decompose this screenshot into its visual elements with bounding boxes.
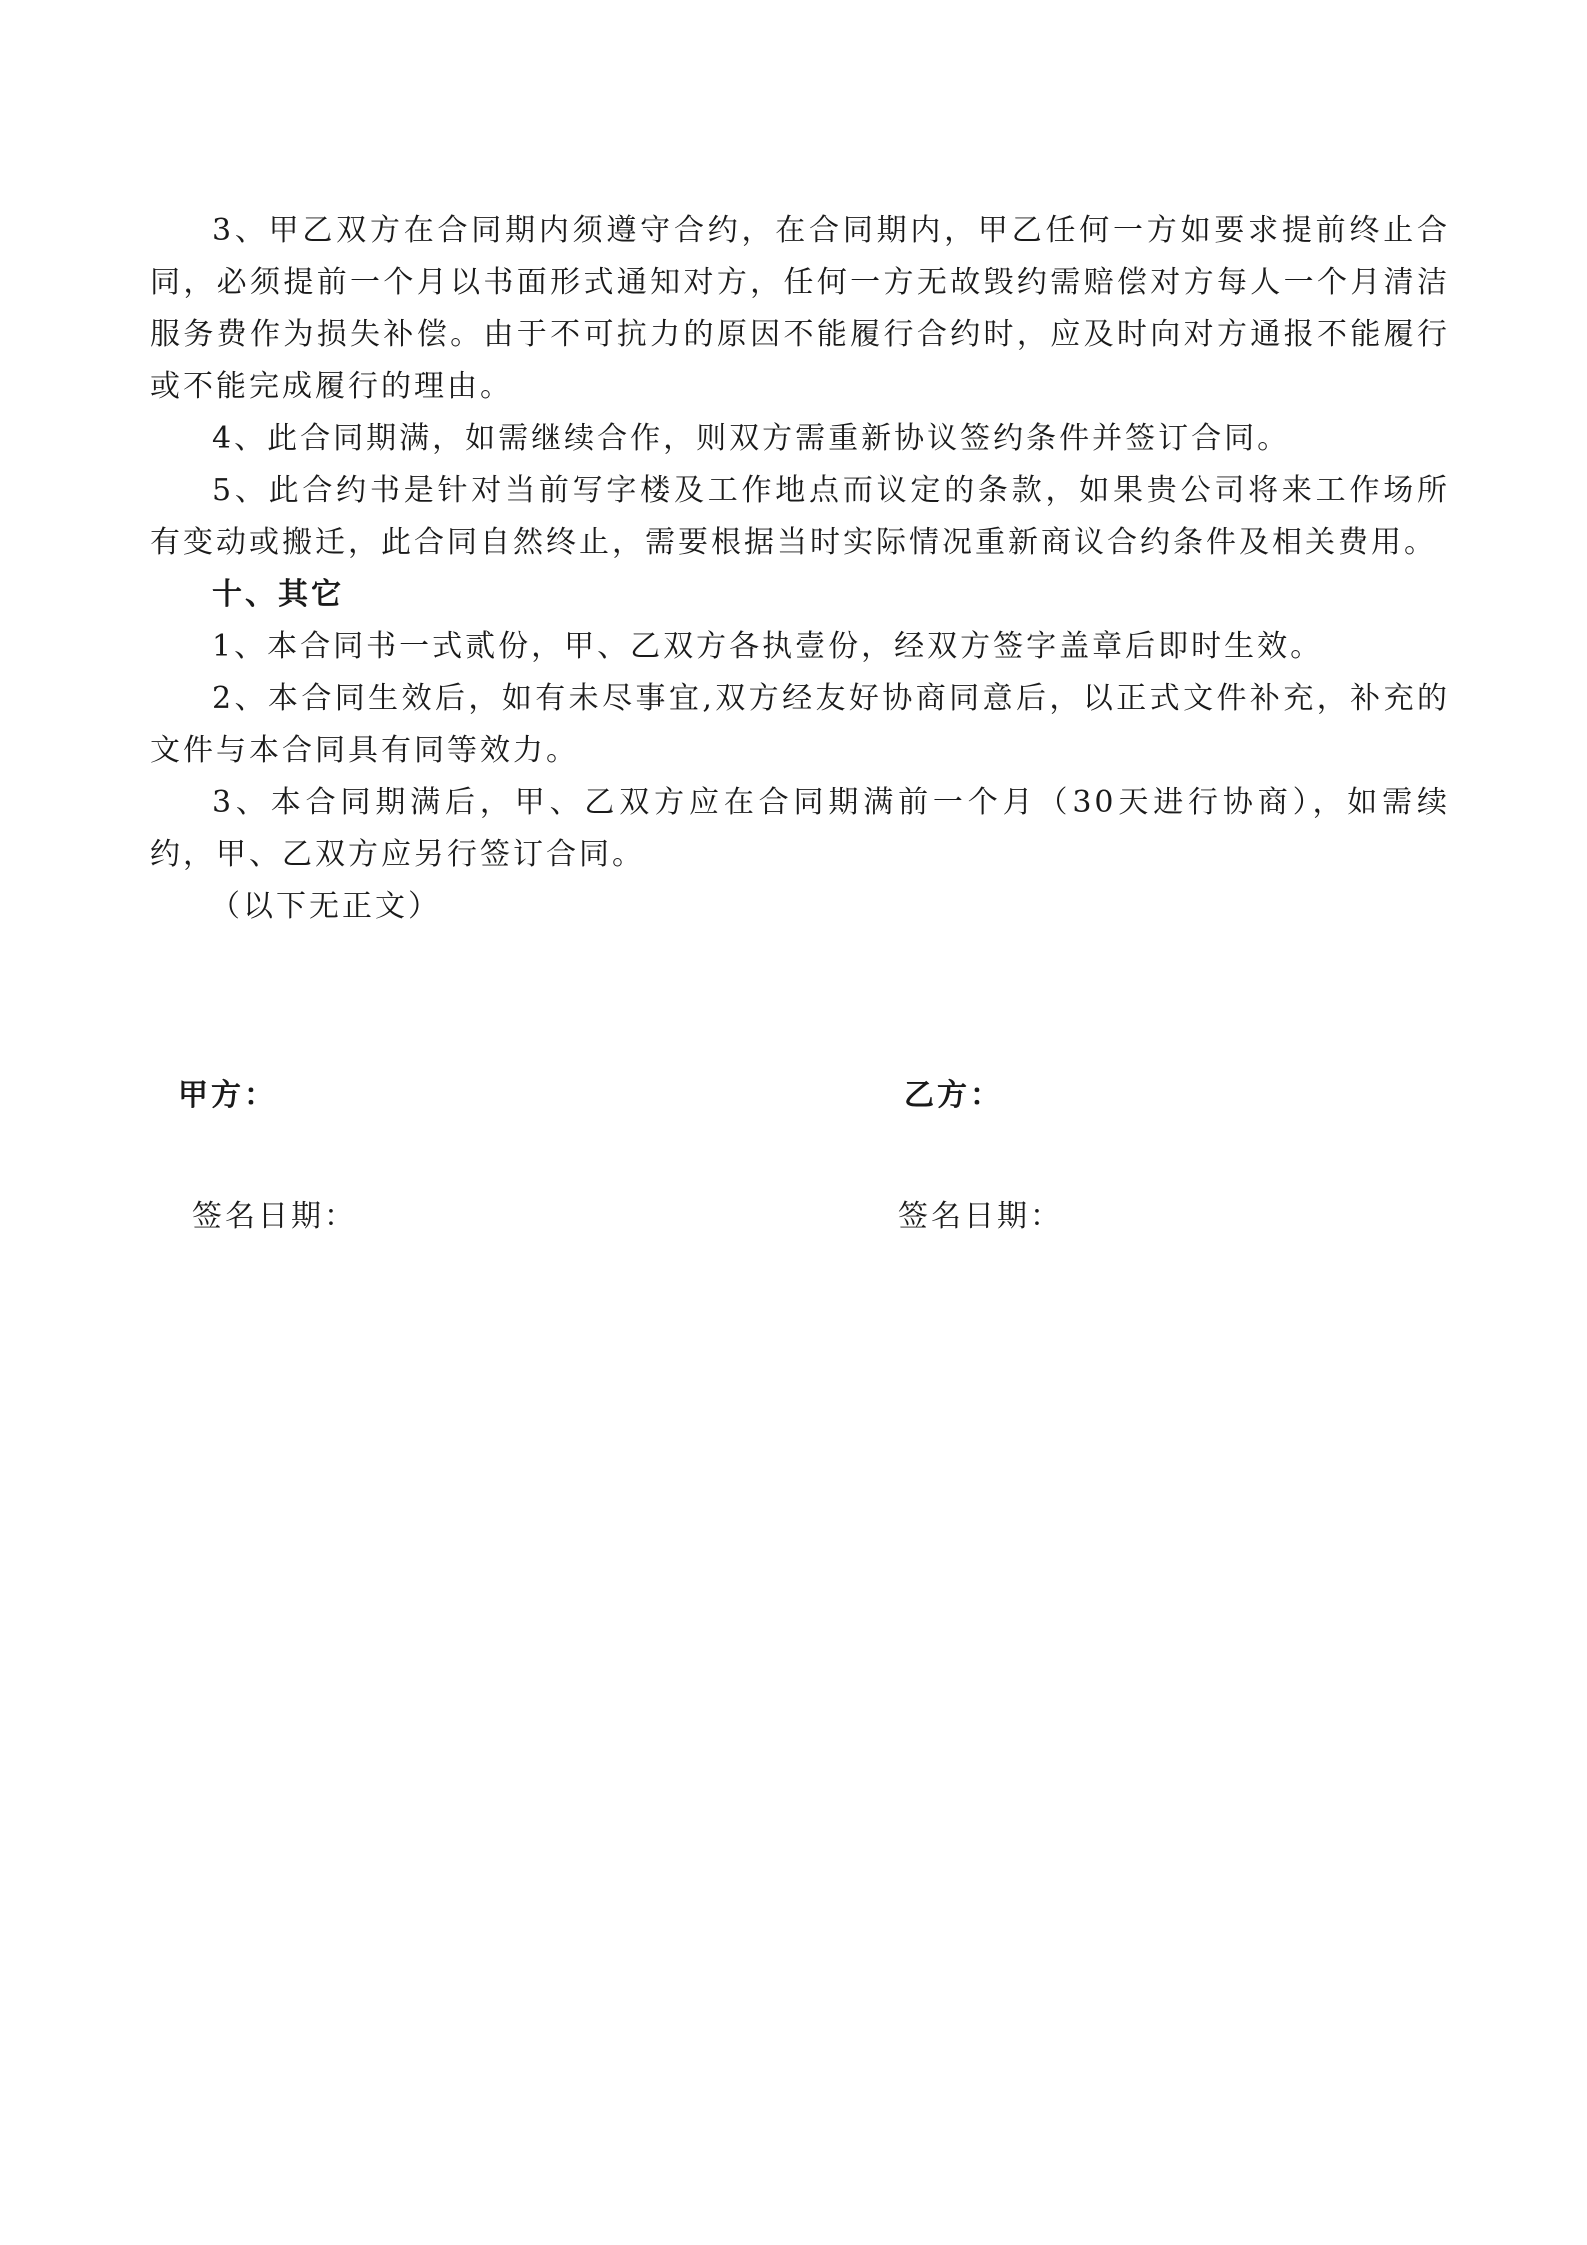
other-clause-1: 1、本合同书一式贰份，甲、乙双方各执壹份，经双方签字盖章后即时生效。 xyxy=(212,629,1324,664)
other-clause-3: 3、本合同期满后，甲、乙双方应在合同期满前一个月（30天进行协商），如需续约，甲、乙双方应另行签订合同。 xyxy=(150,785,1450,872)
section-heading-other: 十、其它 xyxy=(212,577,344,612)
clause-5-relocation: 5、此合约书是针对当前写字楼及工作地点而议定的条款，如果贵公司将来工作场所有变动或搬迁，此合同自然终止，需要根据当时实际情况重新商议合约条件及相关费用。 xyxy=(150,473,1450,560)
party-b-label: 乙方： xyxy=(904,1078,1003,1113)
party-a-label: 甲方： xyxy=(178,1078,277,1113)
party-a-sign-date-label: 签名日期： xyxy=(192,1199,357,1234)
clause-3-termination: 3、甲乙双方在合同期内须遵守合约，在合同期内，甲乙任何一方如要求提前终止合同，必须提前一个月以书面形式通知对方，任何一方无故毁约需赔偿对方每人一个月清洁服务费作为损失补偿。由于不可抗力的原因不能履行合约时，应及时向对方通报不能履行或不能完成履行的理由。 xyxy=(150,213,1450,404)
contract-body xyxy=(150,205,1450,933)
end-of-text-note: （以下无正文） xyxy=(210,889,441,924)
other-clause-2: 2、本合同生效后，如有未尽事宜,双方经友好协商同意后，以正式文件补充，补充的文件与本合同具有同等效力。 xyxy=(150,681,1450,768)
clause-4-renewal: 4、此合同期满，如需继续合作，则双方需重新协议签约条件并签订合同。 xyxy=(212,421,1291,456)
party-b-sign-date-label: 签名日期： xyxy=(898,1199,1063,1234)
